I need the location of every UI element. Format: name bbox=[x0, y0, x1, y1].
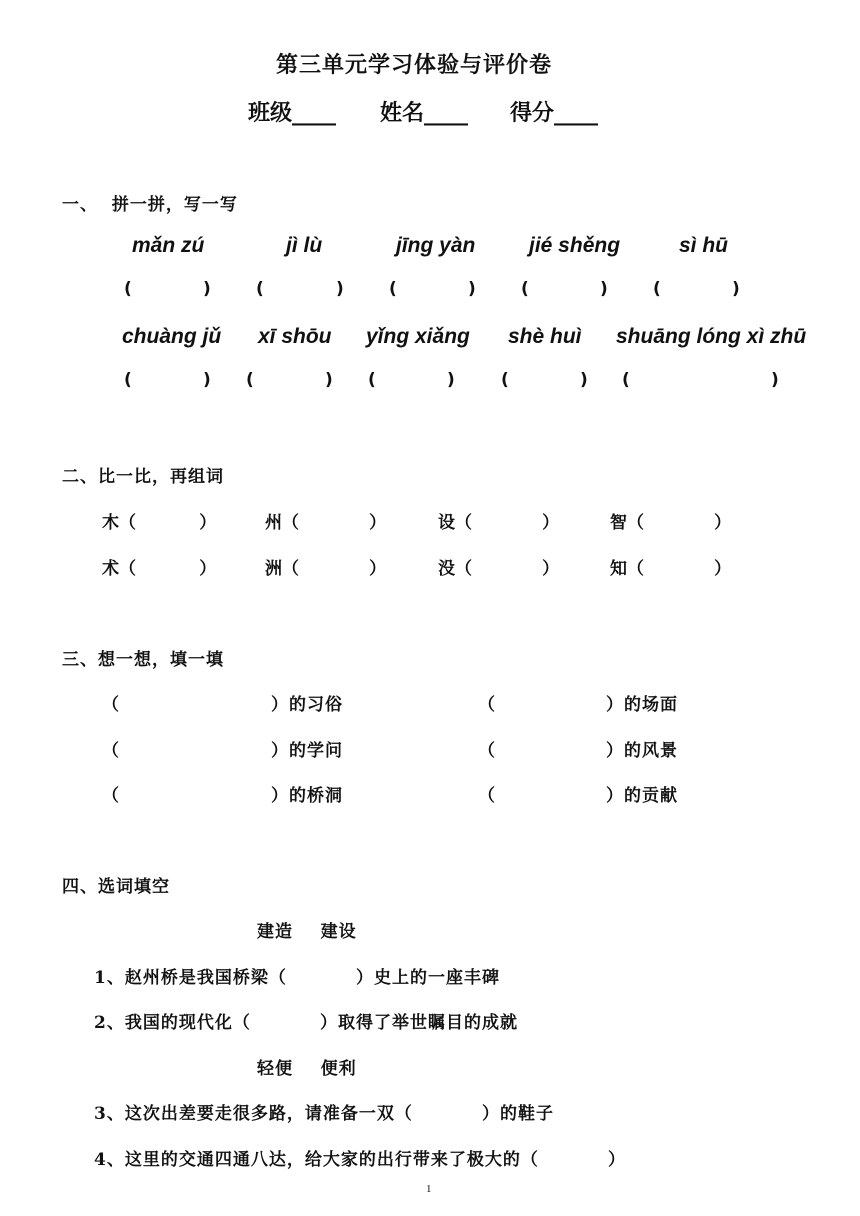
answer-blank[interactable]: ) bbox=[336, 279, 344, 299]
answer-blank[interactable]: ) bbox=[325, 370, 333, 390]
answer-blank[interactable]: （ bbox=[102, 741, 120, 761]
section3-heading: 三、想一想，填一填 bbox=[62, 650, 224, 670]
answer-blank[interactable]: ) bbox=[203, 279, 211, 299]
pinyin-item: chuàng jǔ bbox=[122, 325, 222, 348]
compare-char: 没 bbox=[438, 559, 456, 579]
question-1: 1、赵州桥是我国桥梁（ ）史上的一座丰碑 bbox=[94, 968, 501, 988]
answer-blank[interactable]: （ bbox=[478, 786, 496, 806]
section1-heading: 一、 拼一拼，写一写 bbox=[62, 195, 238, 215]
pinyin-item: shè huì bbox=[508, 325, 582, 348]
answer-blank[interactable]: ( bbox=[124, 279, 132, 299]
answer-blank[interactable]: （ ） bbox=[627, 513, 733, 533]
answer-blank[interactable]: （ ） bbox=[455, 513, 561, 533]
answer-blank[interactable]: ) bbox=[600, 279, 608, 299]
answer-blank[interactable]: ( bbox=[256, 279, 264, 299]
answer-blank[interactable]: ( bbox=[389, 279, 397, 299]
pinyin-item: yǐng xiǎng bbox=[366, 325, 470, 348]
compare-char: 设 bbox=[438, 513, 456, 533]
answer-blank[interactable]: （ bbox=[102, 786, 120, 806]
answer-blank[interactable]: ( bbox=[246, 370, 254, 390]
answer-blank[interactable]: （ bbox=[478, 741, 496, 761]
answer-blank[interactable]: （ ） bbox=[627, 559, 733, 579]
word-choices: 建造 建设 bbox=[257, 922, 357, 942]
word-choices: 轻便 便利 bbox=[257, 1059, 357, 1079]
phrase-suffix: ）的贡献 bbox=[606, 786, 678, 806]
section4-heading: 四、选词填空 bbox=[62, 877, 170, 897]
pinyin-item: mǎn zú bbox=[132, 234, 205, 257]
compare-char: 知 bbox=[610, 559, 628, 579]
page-number: 1 bbox=[426, 1183, 432, 1195]
pinyin-item: jīng yàn bbox=[396, 234, 476, 257]
answer-blank[interactable]: （ bbox=[478, 695, 496, 715]
name-field: 姓名____ bbox=[380, 100, 469, 126]
phrase-suffix: ）的风景 bbox=[606, 741, 678, 761]
answer-blank[interactable]: ) bbox=[468, 279, 476, 299]
section2-heading: 二、比一比，再组词 bbox=[62, 467, 224, 487]
compare-char: 洲 bbox=[265, 559, 283, 579]
answer-blank[interactable]: （ ） bbox=[455, 559, 561, 579]
pinyin-item: sì hū bbox=[679, 234, 729, 257]
answer-blank[interactable]: ( bbox=[368, 370, 376, 390]
answer-blank[interactable]: ( bbox=[622, 370, 630, 390]
answer-blank[interactable]: ) bbox=[732, 279, 740, 299]
compare-char: 术 bbox=[102, 559, 120, 579]
answer-blank[interactable]: ) bbox=[771, 370, 779, 390]
pinyin-item: jié shěng bbox=[529, 234, 621, 257]
answer-blank[interactable]: ( bbox=[124, 370, 132, 390]
answer-blank[interactable]: （ ） bbox=[282, 559, 388, 579]
score-field: 得分____ bbox=[510, 100, 599, 126]
pinyin-item: shuāng lóng xì zhū bbox=[616, 325, 807, 348]
compare-char: 木 bbox=[102, 513, 120, 533]
answer-blank[interactable]: ( bbox=[653, 279, 661, 299]
answer-blank[interactable]: （ ） bbox=[282, 513, 388, 533]
phrase-suffix: ）的桥洞 bbox=[271, 786, 343, 806]
question-2: 2、我国的现代化（ ）取得了举世瞩目的成就 bbox=[94, 1013, 519, 1033]
answer-blank[interactable]: ( bbox=[501, 370, 509, 390]
answer-blank[interactable]: （ ） bbox=[119, 559, 218, 579]
answer-blank[interactable]: ) bbox=[447, 370, 455, 390]
phrase-suffix: ）的习俗 bbox=[271, 695, 343, 715]
answer-blank[interactable]: ) bbox=[580, 370, 588, 390]
compare-char: 智 bbox=[610, 513, 628, 533]
answer-blank[interactable]: （ ） bbox=[119, 513, 218, 533]
answer-blank[interactable]: ) bbox=[203, 370, 211, 390]
question-4: 4、这里的交通四通八达，给大家的出行带来了极大的（ ） bbox=[94, 1150, 627, 1170]
question-3: 3、这次出差要走很多路，请准备一双（ ）的鞋子 bbox=[94, 1104, 555, 1124]
pinyin-item: xī shōu bbox=[258, 325, 332, 348]
answer-blank[interactable]: （ bbox=[102, 695, 120, 715]
phrase-suffix: ）的学问 bbox=[271, 741, 343, 761]
answer-blank[interactable]: ( bbox=[521, 279, 529, 299]
compare-char: 州 bbox=[265, 513, 283, 533]
class-field: 班级____ bbox=[248, 100, 337, 126]
pinyin-item: jì lù bbox=[286, 234, 323, 257]
phrase-suffix: ）的场面 bbox=[606, 695, 678, 715]
page-title: 第三单元学习体验与评价卷 bbox=[276, 52, 553, 78]
